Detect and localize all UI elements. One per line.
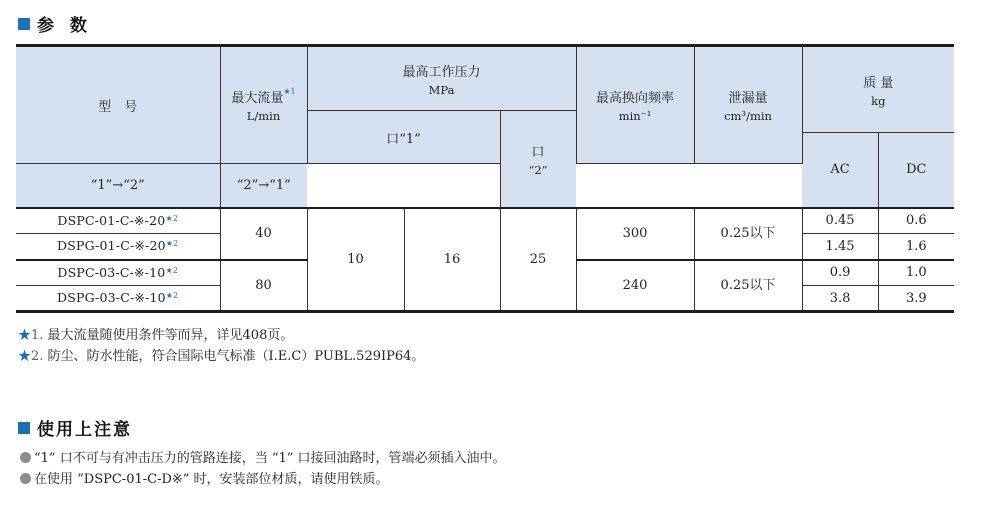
table-row	[16, 208, 954, 234]
blue-square-icon	[18, 422, 30, 434]
model-cell: DSPC-$01-C-※-20^{★2}$	[16, 208, 220, 234]
bullet-circle-icon	[20, 473, 31, 484]
footnote: ★1. 最大流量随使用条件等而异，详见408页。	[18, 328, 294, 343]
blue-square-icon	[18, 18, 30, 30]
pressure-port-2-cell: 25	[500, 208, 576, 312]
spec-table	[16, 44, 954, 313]
header-switch-frequency: 最高换向频率 min⁻¹	[576, 46, 694, 164]
max-flow-cell: 80	[220, 260, 307, 312]
usage-notes	[20, 448, 506, 490]
header-dc: DC	[878, 133, 954, 208]
frequency-cell: 240	[576, 260, 694, 312]
mass-dc-cell: 3.9	[878, 286, 954, 312]
pressure-2-to-1-cell: 16	[404, 208, 500, 312]
header-leakage: 泄漏量 cm³/min	[694, 46, 802, 164]
max-flow-cell: 40	[220, 208, 307, 260]
mass-ac-cell: 0.9	[802, 260, 878, 286]
leakage-cell: 0.25以下	[694, 260, 802, 312]
section-parameters-heading	[18, 11, 92, 36]
model-cell: DSPG-$01-C-※-20^{★2}$	[16, 234, 220, 260]
header-2-to-1: “2”→“1”	[220, 164, 307, 208]
footnotes	[18, 325, 424, 367]
mass-dc-cell: 1.6	[878, 234, 954, 260]
pressure-1-to-2-cell: 10	[307, 208, 404, 312]
section-usage-title: 使用上注意	[37, 420, 132, 440]
mass-ac-cell: 1.45	[802, 234, 878, 260]
header-ac: AC	[802, 133, 878, 208]
model-cell: DSPC-$03-C-※-10^{★2}$	[16, 260, 220, 286]
section-parameters-title: 参 数	[37, 16, 92, 36]
section-usage-heading	[18, 415, 132, 440]
mass-dc-cell: 1.0	[878, 260, 954, 286]
bullet-circle-icon	[20, 452, 31, 463]
header-max-flow: 最大流量$^{★1}$ L/min	[220, 46, 307, 164]
usage-item: “1” 口不可与有冲击压力的管路连接，当 “1” 口接回油路时，管端必须插入油中。	[20, 448, 506, 469]
mass-ac-cell: 3.8	[802, 286, 878, 312]
footnote: ★2. 防尘、防水性能，符合国际电气标准（I.E.C）PUBL.529IP64。	[18, 349, 425, 364]
usage-item: 在使用 “DSPC-01-C-D※” 时，安装部位材质，请使用铁质。	[20, 469, 506, 490]
header-model: 型 号	[16, 46, 220, 164]
header-max-pressure: 最高工作压力 MPa	[307, 46, 576, 111]
model-cell: DSPG-$03-C-※-10^{★2}$	[16, 286, 220, 312]
star-note-marker: ★1	[283, 87, 296, 96]
mass-dc-cell: 0.6	[878, 208, 954, 234]
header-1-to-2: “1”→“2”	[16, 164, 220, 208]
frequency-cell: 300	[576, 208, 694, 260]
mass-ac-cell: 0.45	[802, 208, 878, 234]
header-mass: 质 量 kg	[802, 46, 954, 133]
header-port-1: 口“1”	[307, 111, 500, 164]
header-port-2: 口 “2”	[500, 111, 576, 208]
leakage-cell: 0.25以下	[694, 208, 802, 260]
